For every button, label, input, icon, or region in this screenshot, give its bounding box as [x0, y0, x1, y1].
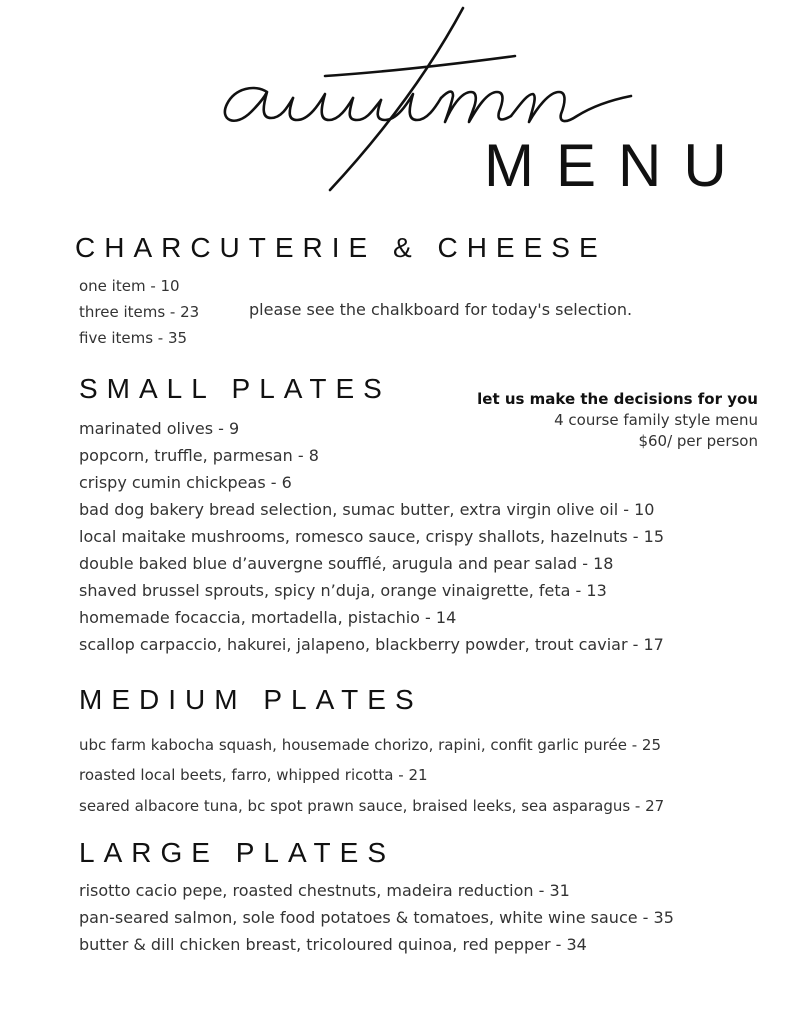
charcuterie-option: one item - 10: [79, 277, 180, 295]
large-plates-heading: LARGE PLATES: [79, 837, 396, 868]
large-plate-item: risotto cacio pepe, roasted chestnuts, madeira reduction - 31: [79, 881, 570, 900]
charcuterie-note: please see the chalkboard for today's selection.: [249, 300, 633, 319]
promo-heading: let us make the decisions for you: [477, 390, 758, 408]
small-plate-item: shaved brussel sprouts, spicy n’duja, orange vinaigrette, feta - 13: [79, 581, 607, 600]
menu-title: MENU: [484, 132, 749, 199]
medium-plate-item: roasted local beets, farro, whipped ricotta - 21: [79, 766, 428, 784]
small-plates-heading: SMALL PLATES: [79, 373, 391, 404]
charcuterie-option: five items - 35: [79, 329, 188, 347]
promo-line-1: 4 course family style menu: [554, 411, 758, 429]
small-plate-item: local maitake mushrooms, romesco sauce, crispy shallots, hazelnuts - 15: [79, 527, 664, 546]
promo-line-2: $60/ per person: [638, 432, 758, 450]
small-plate-item: double baked blue d’auvergne soufflé, arugula and pear salad - 18: [79, 554, 614, 573]
medium-plate-item: seared albacore tuna, bc spot prawn sauce, braised leeks, sea asparagus - 27: [79, 797, 665, 815]
small-plate-item: homemade focaccia, mortadella, pistachio - 14: [79, 608, 457, 627]
charcuterie-option: three items - 23: [79, 303, 200, 321]
medium-plates-heading: MEDIUM PLATES: [79, 684, 423, 715]
large-plate-item: butter & dill chicken breast, tricoloured quinoa, red pepper - 34: [79, 935, 587, 954]
small-plate-item: marinated olives - 9: [79, 419, 240, 438]
small-plate-item: bad dog bakery bread selection, sumac butter, extra virgin olive oil - 10: [79, 500, 655, 519]
large-plate-item: pan-seared salmon, sole food potatoes & tomatoes, white wine sauce - 35: [79, 908, 674, 927]
small-plate-item: crispy cumin chickpeas - 6: [79, 473, 292, 492]
small-plate-item: scallop carpaccio, hakurei, jalapeno, blackberry powder, trout caviar - 17: [79, 635, 664, 654]
medium-plate-item: ubc farm kabocha squash, housemade chorizo, rapini, confit garlic purée - 25: [79, 736, 662, 754]
charcuterie-heading: CHARCUTERIE & CHEESE: [75, 232, 607, 263]
small-plate-item: popcorn, truffle, parmesan - 8: [79, 446, 319, 465]
